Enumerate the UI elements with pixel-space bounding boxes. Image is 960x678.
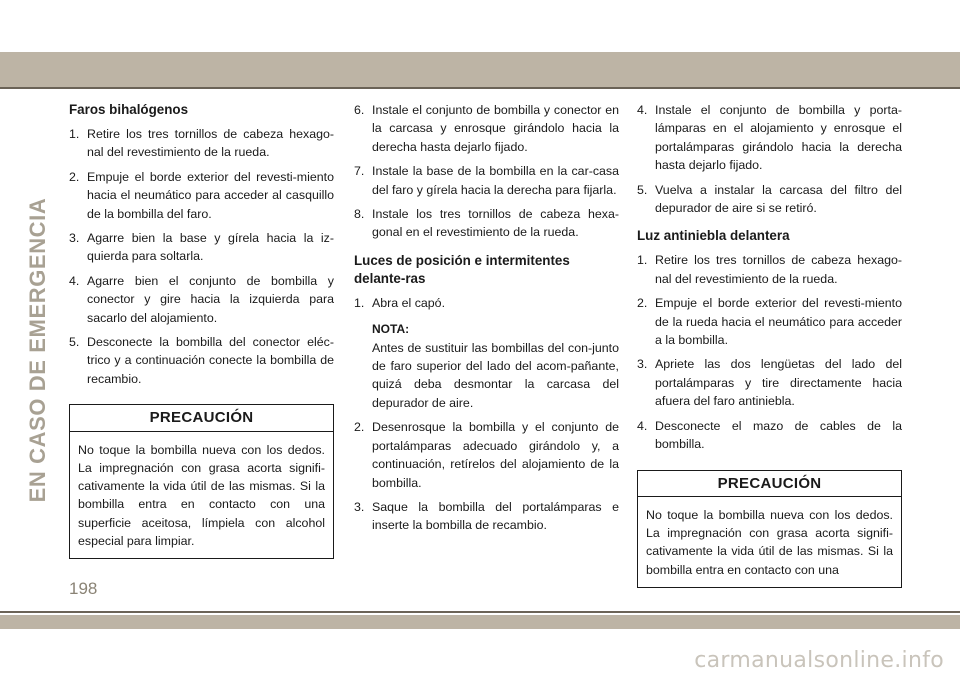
list-item: 3. Apriete las dos lengüetas del lado del portalámparas y tire directamente hacia afuera del faro antiniebla. <box>637 357 902 409</box>
caution-box <box>637 470 902 588</box>
caution-box <box>69 404 334 559</box>
list-item: 6. Instale el conjunto de bombilla y conector en la carcasa y enrosque girándolo hacia la derecha hasta dejarlo fijado. <box>354 103 619 154</box>
side-title-text: EN CASO DE EMERGENCIA <box>25 197 50 503</box>
caution-text: No toque la bombilla nueva con los dedos. La impregnación con grasa acorta signifi-cativamente la vida útil de las mismas. Si la bombilla entra en contacto con una <box>646 507 893 577</box>
caution-title: PRECAUCIÓN <box>638 471 901 497</box>
list-item: 5. Vuelva a instalar la carcasa del filtro del depurador de aire si se retiró. <box>637 182 902 216</box>
step-list-posicion-end <box>637 101 902 217</box>
footer-band <box>0 615 960 629</box>
list-item: 8. Instale los tres tornillos de cabeza hexa-gonal en el revestimiento de la rueda. <box>354 207 619 240</box>
list-item: 1. Retire los tres tornillos de cabeza hexago-nal del revestimiento de la rueda. <box>69 127 334 160</box>
column-3 <box>637 101 902 588</box>
column-1 <box>69 101 334 559</box>
watermark: carmanualsonline.info <box>694 648 944 673</box>
step-list-antiniebla <box>637 251 902 453</box>
list-item: 2. Empuje el borde exterior del revesti-miento hacia el neumático para acceder al casquillo de la bombilla del faro. <box>69 169 334 221</box>
heading-luces-posicion: Luces de posición e intermitentes delante-ras <box>354 252 570 286</box>
footer-rule <box>0 611 960 613</box>
list-item: 5. Desconecte la bombilla del conector eléc-trico y a continuación conecte la bombilla de recambio. <box>69 335 334 386</box>
caution-text: No toque la bombilla nueva con los dedos. La impregnación con grasa acorta signifi-cativamente la vida útil de las mismas. Si la bombilla entra en contacto con una superficie aceitosa, límpiela con alcohol especial para limpiar. <box>78 442 325 548</box>
heading-faros-bihalogenos: Faros bihalógenos <box>69 102 189 117</box>
step-list-faros <box>69 125 334 388</box>
step-list-posicion <box>354 294 619 312</box>
list-item: 4. Desconecte el mazo de cables de la bombilla. <box>637 418 902 452</box>
list-item: 7. Instale la base de la bombilla en la car-casa del faro y gírela hacia la derecha para fijarla. <box>354 164 619 197</box>
list-item: 4. Agarre bien el conjunto de bombilla y conector y gire hacia la izquierda para sacarlo del alojamiento. <box>69 273 334 325</box>
column-2 <box>354 101 619 541</box>
caution-title: PRECAUCIÓN <box>70 405 333 431</box>
list-item: 1. Abra el capó. <box>354 295 446 310</box>
step-list-posicion-cont <box>354 418 619 534</box>
header-rule <box>0 87 960 89</box>
list-item: 2. Desenrosque la bombilla y el conjunto de portalámparas adecuado girándolo y, a continuación, retírelos del alojamiento de la bombilla. <box>354 420 619 490</box>
page-number: 198 <box>69 579 98 598</box>
note-label: NOTA: <box>372 322 410 337</box>
list-item: 3. Saque la bombilla del portalámparas e inserte la bombilla de recambio. <box>354 499 619 533</box>
header-band <box>0 52 960 87</box>
list-item: 1. Retire los tres tornillos de cabeza hexago-nal del revestimiento de la rueda. <box>637 253 902 286</box>
list-item: 2. Empuje el borde exterior del revesti-miento de la rueda hacia el neumático para acceder a la bombilla. <box>637 296 902 348</box>
heading-luz-antiniebla: Luz antiniebla delantera <box>637 228 790 244</box>
step-list-faros-cont <box>354 101 619 242</box>
list-item: 3. Agarre bien la base y gírela hacia la iz-quierda para soltarla. <box>69 231 334 264</box>
list-item: 4. Instale el conjunto de bombilla y porta-lámparas en el alojamiento y enrosque el portalámparas girándolo hacia la derecha hasta dejarlo fijado. <box>637 103 902 173</box>
note-block <box>372 320 619 412</box>
note-text: Antes de sustituir las bombillas del con-junto de faro superior del lado del acom-pañante, quizá deba desmontar la carcasa del depurador de aire. <box>372 340 619 410</box>
